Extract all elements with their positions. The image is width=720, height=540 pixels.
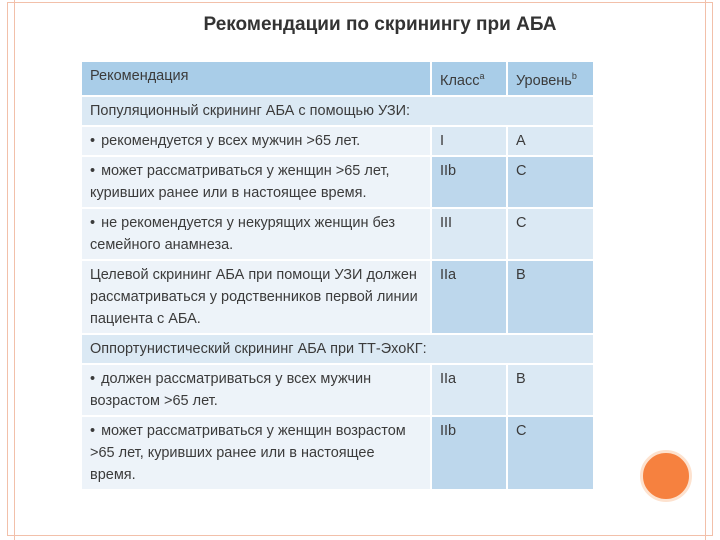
row-text: Целевой скрининг АБА при помощи УЗИ должен рассматриваться у родственников первой линии пациента с АБА.: [81, 260, 431, 334]
row-level: C: [507, 156, 594, 208]
table-row: [81, 364, 594, 416]
row-text: • рекомендуется у всех мужчин >65 лет.: [81, 126, 431, 156]
section-heading-population: Популяционный скрининг АБА с помощью УЗИ:: [81, 96, 594, 126]
row-level: B: [507, 364, 594, 416]
table-row: [81, 260, 594, 334]
row-class: IIb: [431, 156, 507, 208]
table-row: [81, 208, 594, 260]
header-class: Класс$^а$: [431, 61, 507, 96]
decorative-orange-circle: [640, 450, 692, 502]
class-footnote-mark: а: [479, 71, 485, 81]
row-text: • должен рассматриваться у всех мужчин возрастом >65 лет.: [81, 364, 431, 416]
right-border-line: [705, 0, 706, 540]
row-class: IIa: [431, 364, 507, 416]
recommendations-table: [80, 60, 595, 491]
table-row: [81, 156, 594, 208]
row-class: III: [431, 208, 507, 260]
row-level: C: [507, 208, 594, 260]
table-header-row: [81, 61, 594, 96]
table-row: [81, 416, 594, 490]
row-level: A: [507, 126, 594, 156]
row-level: B: [507, 260, 594, 334]
row-class: IIa: [431, 260, 507, 334]
header-level: Уровень$^b$: [507, 61, 594, 96]
row-class: I: [431, 126, 507, 156]
row-text: • может рассматриваться у женщин >65 лет, куривших ранее или в настоящее время.: [81, 156, 431, 208]
section-heading-opportunistic: Оппортунистический скрининг АБА при ТТ-ЭхоКГ:: [81, 334, 594, 364]
row-level: C: [507, 416, 594, 490]
row-text: • не рекомендуется у некурящих женщин без семейного анамнеза.: [81, 208, 431, 260]
row-text: • может рассматриваться у женщин возрастом >65 лет, куривших ранее или в настоящее время.: [81, 416, 431, 490]
slide-title: Рекомендации по скринингу при АБА: [203, 14, 557, 35]
level-footnote-mark: b: [571, 71, 577, 81]
table-row: [81, 126, 594, 156]
header-recommendation: Рекомендация: [81, 61, 431, 96]
row-class: IIb: [431, 416, 507, 490]
section-row-population: [81, 96, 594, 126]
section-row-opportunistic: [81, 334, 594, 364]
left-border-line: [14, 0, 15, 540]
